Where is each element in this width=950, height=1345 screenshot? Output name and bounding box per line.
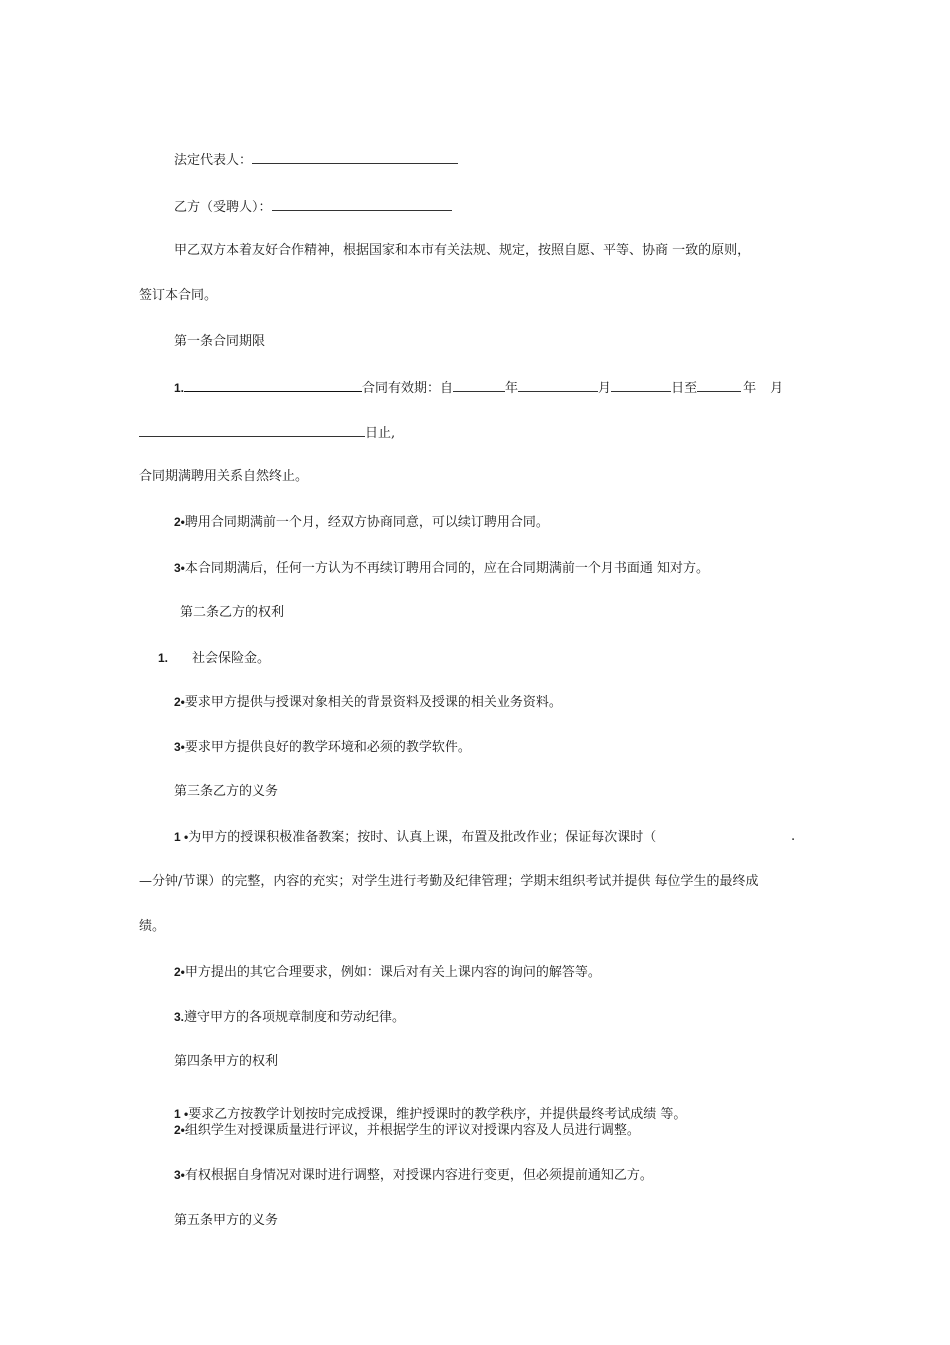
day-to-label: 日至: [671, 381, 698, 396]
start-day-blank[interactable]: [611, 378, 671, 392]
article-2-item-3: [174, 738, 471, 757]
article-3-title: 第三条乙方的义务: [174, 784, 279, 799]
item-number: 3.: [174, 1010, 185, 1024]
contract-blank[interactable]: [184, 378, 362, 392]
item-number: 1.: [174, 381, 185, 395]
item-text: 社会保险金。: [192, 651, 271, 666]
intro-line-2: 签订本合同。: [139, 288, 218, 303]
legal-representative-label: 法定代表人：: [174, 153, 253, 168]
item-text: 甲方提出的其它合理要求，例如：课后对有关上课内容的询问的解答等。: [184, 965, 601, 980]
item-number: 2•: [174, 1123, 185, 1137]
article-4-item-2: [174, 1121, 640, 1140]
item-number: 3•: [174, 561, 185, 575]
item-text: 要求甲方提供与授课对象相关的背景资料及授课的相关业务资料。: [184, 695, 562, 710]
item-text: 组织学生对授课质量进行评议，并根据学生的评议对授课内容及人员进行调整。: [184, 1123, 640, 1138]
year-label-2: 年: [743, 381, 757, 396]
item-number: 1 •: [174, 1107, 189, 1121]
article-1-title: 第一条合同期限: [174, 334, 266, 349]
article-3-item-1-line-3: 绩。: [139, 919, 166, 934]
end-date-blank[interactable]: [139, 423, 365, 437]
article-4-item-3: [174, 1166, 653, 1185]
item-text: 有权根据自身情况对课时进行调整，对授课内容进行变更，但必须提前通知乙方。: [184, 1168, 653, 1183]
article-5-title: 第五条甲方的义务: [174, 1213, 279, 1228]
legal-representative-blank[interactable]: [252, 150, 458, 164]
start-year-blank[interactable]: [453, 378, 505, 392]
item-number: 2•: [174, 695, 185, 709]
party-b-blank[interactable]: [272, 197, 452, 211]
item-number: 2•: [174, 515, 185, 529]
article-1-ending: 合同期满聘用关系自然终止。: [139, 469, 309, 484]
legal-representative-line: [174, 150, 458, 170]
article-3-item-3: [174, 1008, 405, 1027]
item-text: 本合同期满后，任何一方认为不再续订聘用合同的，应在合同期满前一个月书面通 知对方。: [184, 561, 710, 576]
article-2-item-1: [158, 649, 270, 668]
start-month-blank[interactable]: [518, 378, 598, 392]
article-3-item-1-line-1-end: .: [791, 829, 796, 844]
valid-period-label: 合同有效期：自: [362, 381, 454, 396]
item-text: 遵守甲方的各项规章制度和劳动纪律。: [184, 1010, 406, 1025]
article-1-item-2: [174, 513, 549, 532]
party-b-line: [174, 197, 452, 217]
end-year-blank[interactable]: [697, 378, 741, 392]
article-3-item-1-line-2: —分钟/节课）的完整，内容的充实；对学生进行考勤及纪律管理；学期末组织考试并提供 每位学生的最终成: [139, 874, 759, 889]
item-number: 3•: [174, 1168, 185, 1182]
article-1-item-1-cont: [139, 423, 395, 443]
item-text: 要求甲方提供良好的教学环境和必须的教学软件。: [184, 740, 471, 755]
item-text: 为甲方的授课积极准备教案；按时、认真上课，布置及批改作业；保证每次课时（: [188, 830, 657, 845]
item-text: 要求乙方按教学计划按时完成授课，维护授课时的教学秩序，并提供最终考试成绩 等。: [188, 1107, 687, 1122]
article-3-item-2: [174, 963, 601, 982]
article-4-title: 第四条甲方的权利: [174, 1054, 279, 1069]
item-number: 1 •: [174, 830, 189, 844]
month-label: 月: [598, 381, 612, 396]
day-end-label: 日止,: [365, 426, 396, 441]
article-1-item-3: [174, 559, 709, 578]
article-2-title: 第二条乙方的权利: [180, 605, 285, 620]
item-text: 聘用合同期满前一个月，经双方协商同意，可以续订聘用合同。: [184, 515, 549, 530]
article-3-item-1-line-1: [174, 828, 656, 847]
item-number: 1.: [158, 651, 169, 665]
year-label: 年: [505, 381, 519, 396]
intro-line-1: 甲乙双方本着友好合作精神，根据国家和本市有关法规、规定，按照自愿、平等、协商 一致的原则，: [174, 243, 751, 258]
article-1-item-1: [174, 378, 783, 398]
item-number: 2•: [174, 965, 185, 979]
month-label-2: 月: [770, 381, 784, 396]
item-number: 3•: [174, 740, 185, 754]
article-2-item-2: [174, 693, 562, 712]
party-b-label: 乙方（受聘人）：: [174, 200, 272, 215]
